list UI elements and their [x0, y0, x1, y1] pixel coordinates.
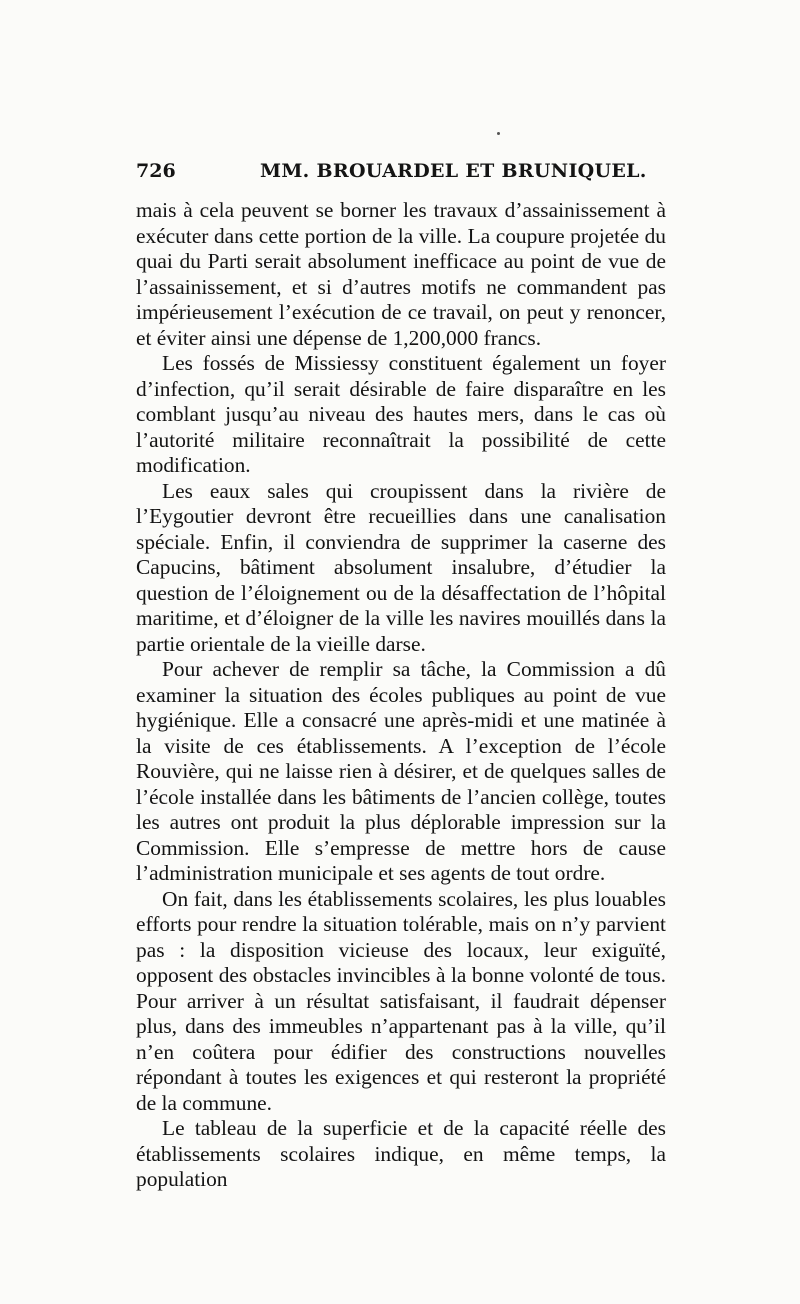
- page-number: 726: [136, 160, 176, 182]
- paragraph-missiessy: Les fossés de Missiessy constituent également un foyer d’infection, qu’il serait désirable de faire disparaître en les comblant jusqu’au niveau des hautes mers, dans le cas où l’autorité militaire reconnaîtrait la possibilité de cette modification.: [136, 351, 666, 477]
- paragraph-table: Le tableau de la superficie et de la capacité réelle des établissements scolaires indique, en même temps, la population: [136, 1116, 666, 1191]
- paragraph-schools: Pour achever de remplir sa tâche, la Commission a dû examiner la situation des écoles publiques au point de vue hygiénique. Elle a consacré une après-midi et une matinée à la visite de ces établissements. A l’exception de l’école Rouvière, qui ne laisse rien à désirer, et de quelques salles de l’école installée dans les bâtiments de l’ancien collège, toutes les autres ont produit la plus déplorable impression sur la Commission. Elle s’empresse de mettre hors de cause l’administration municipale et ses agents de tout ordre.: [136, 657, 666, 885]
- paragraph-eygoutier: Les eaux sales qui croupissent dans la rivière de l’Eygoutier devront être recueillies dans une canalisation spéciale. Enfin, il conviendra de supprimer la caserne des Capucins, bâtiment absolument insalubre, d’étudier la question de l’éloignement ou de la désaffectation de l’hôpital maritime, et d’éloigner de la ville les navires mouillés dans la partie orientale de la vieille darse.: [136, 478, 666, 656]
- paragraph-school-efforts: On fait, dans les établissements scolaires, les plus louables efforts pour rendre la situation tolérable, mais on n’y parvient pas : la disposition vicieuse des locaux, leur exiguïté, opposent des obstacles invincibles à la bonne volonté de tous. Pour arriver à un résultat satisfaisant, il faudrait dépenser plus, dans des immeubles n’appartenant pas à la ville, qu’il n’en coûtera pour édifier des constructions nouvelles répondant à toutes les exigences et qui resteront la propriété de la commune.: [136, 886, 666, 1115]
- body-text: [136, 198, 666, 1193]
- running-title: MM. BROUARDEL ET BRUNIQUEL.: [260, 160, 647, 182]
- paragraph-continuation: mais à cela peuvent se borner les travaux d’assainissement à exécuter dans cette portion de la ville. La coupure projetée du quai du Parti serait absolument inefficace au point de vue de l’assainissement, et si d’autres motifs ne commandent pas impérieusement l’exécution de ce travail, on peut y renoncer, et éviter ainsi une dépense de 1,200,000 francs.: [136, 198, 666, 350]
- print-speck: [497, 132, 500, 135]
- page-header: [136, 160, 666, 188]
